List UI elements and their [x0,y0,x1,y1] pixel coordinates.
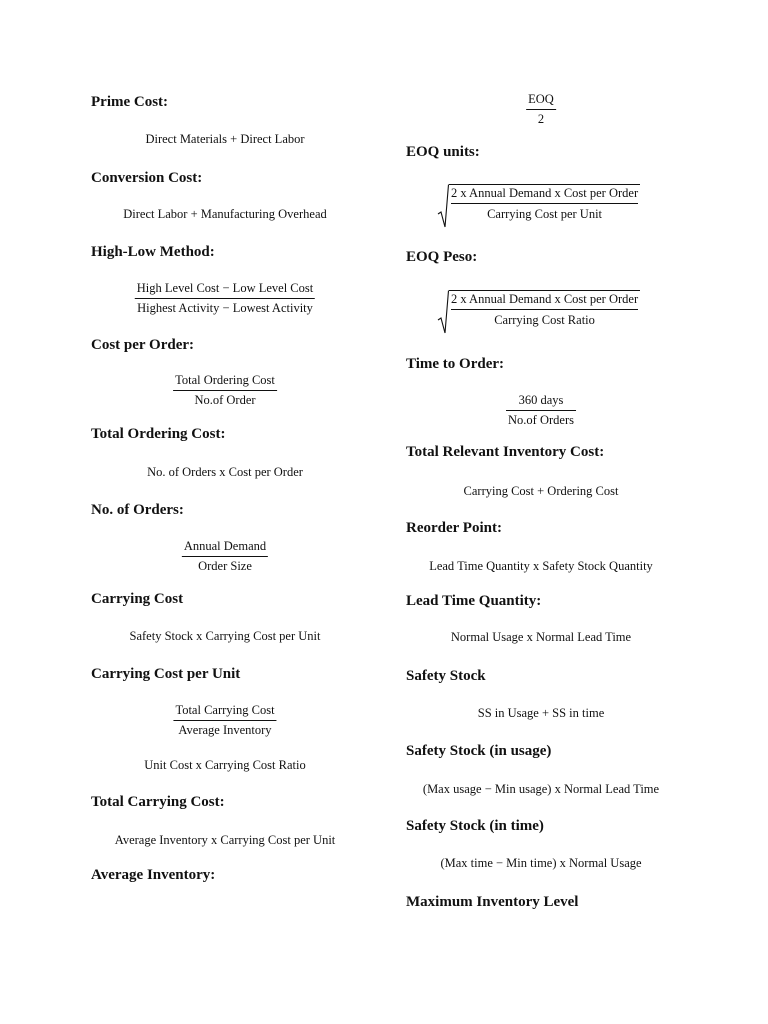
eoq-peso-radical [437,290,640,334]
total-ordering-cost-heading: Total Ordering Cost: [91,426,226,442]
time-to-order-heading: Time to Order: [406,356,505,372]
reorder-point-heading: Reorder Point: [406,520,502,536]
total-relevant-inventory-cost-formula: Carrying Cost + Ordering Cost [463,484,619,498]
safety-stock-time-formula: (Max time − Min time) x Normal Usage [440,856,642,870]
cost-per-order-denominator: No.of Order [194,393,256,407]
safety-stock-formula: SS in Usage + SS in time [477,706,605,720]
reorder-point-formula: Lead Time Quantity x Safety Stock Quantity [429,559,653,573]
total-carrying-cost-formula: Average Inventory x Carrying Cost per Unit [114,833,336,847]
eoq-peso-numerator: 2 x Annual Demand x Cost per Order [451,292,638,310]
average-inventory-heading: Average Inventory: [91,867,216,883]
no-of-orders-numerator: Annual Demand [182,539,268,557]
conversion-cost-formula: Direct Labor + Manufacturing Overhead [123,207,327,221]
prime-cost-heading: Prime Cost: [91,94,169,110]
carrying-cost-formula: Safety Stock x Carrying Cost per Unit [129,629,321,643]
lead-time-quantity-formula: Normal Usage x Normal Lead Time [450,630,632,644]
average-inventory-numerator: EOQ [526,92,556,110]
total-ordering-cost-formula: No. of Orders x Cost per Order [147,465,303,479]
eoq-units-numerator: 2 x Annual Demand x Cost per Order [451,186,638,204]
carrying-cost-per-unit-denominator: Average Inventory [178,723,272,737]
carrying-cost-per-unit-numerator: Total Carrying Cost [173,703,276,721]
eoq-units-heading: EOQ units: [406,144,480,160]
safety-stock-usage-heading: Safety Stock (in usage) [406,743,552,759]
time-to-order-fraction [506,393,576,428]
eoq-units-denominator: Carrying Cost per Unit [487,207,603,221]
square-root-icon [437,184,449,228]
average-inventory-denominator: 2 [537,112,545,126]
cost-per-order-numerator: Total Ordering Cost [173,373,277,391]
square-root-icon [437,290,449,334]
high-low-heading: High-Low Method: [91,244,215,260]
safety-stock-time-heading: Safety Stock (in time) [406,818,544,834]
prime-cost-formula: Direct Materials + Direct Labor [145,132,305,146]
carrying-cost-heading: Carrying Cost [91,591,184,607]
safety-stock-heading: Safety Stock [406,668,486,684]
total-carrying-cost-heading: Total Carrying Cost: [91,794,225,810]
time-to-order-denominator: No.of Orders [508,413,574,427]
conversion-cost-heading: Conversion Cost: [91,170,203,186]
maximum-inventory-level-heading: Maximum Inventory Level [406,894,579,910]
carrying-cost-per-unit-formula: Unit Cost x Carrying Cost Ratio [144,758,306,772]
eoq-peso-denominator: Carrying Cost Ratio [494,313,595,327]
eoq-peso-heading: EOQ Peso: [406,249,478,265]
high-low-numerator: High Level Cost − Low Level Cost [135,281,315,299]
no-of-orders-heading: No. of Orders: [91,502,184,518]
total-relevant-inventory-cost-heading: Total Relevant Inventory Cost: [406,444,605,460]
eoq-units-radical [437,184,640,228]
carrying-cost-per-unit-heading: Carrying Cost per Unit [91,666,241,682]
high-low-fraction [135,281,315,316]
safety-stock-usage-formula: (Max usage − Min usage) x Normal Lead Time [422,782,660,796]
no-of-orders-denominator: Order Size [198,559,252,573]
no-of-orders-fraction [182,539,268,574]
high-low-denominator: Highest Activity − Lowest Activity [137,301,313,315]
time-to-order-numerator: 360 days [506,393,576,411]
average-inventory-fraction [526,92,556,127]
cost-per-order-heading: Cost per Order: [91,337,195,353]
lead-time-quantity-heading: Lead Time Quantity: [406,593,542,609]
cost-per-order-fraction [173,373,277,408]
carrying-cost-per-unit-fraction [173,703,276,738]
